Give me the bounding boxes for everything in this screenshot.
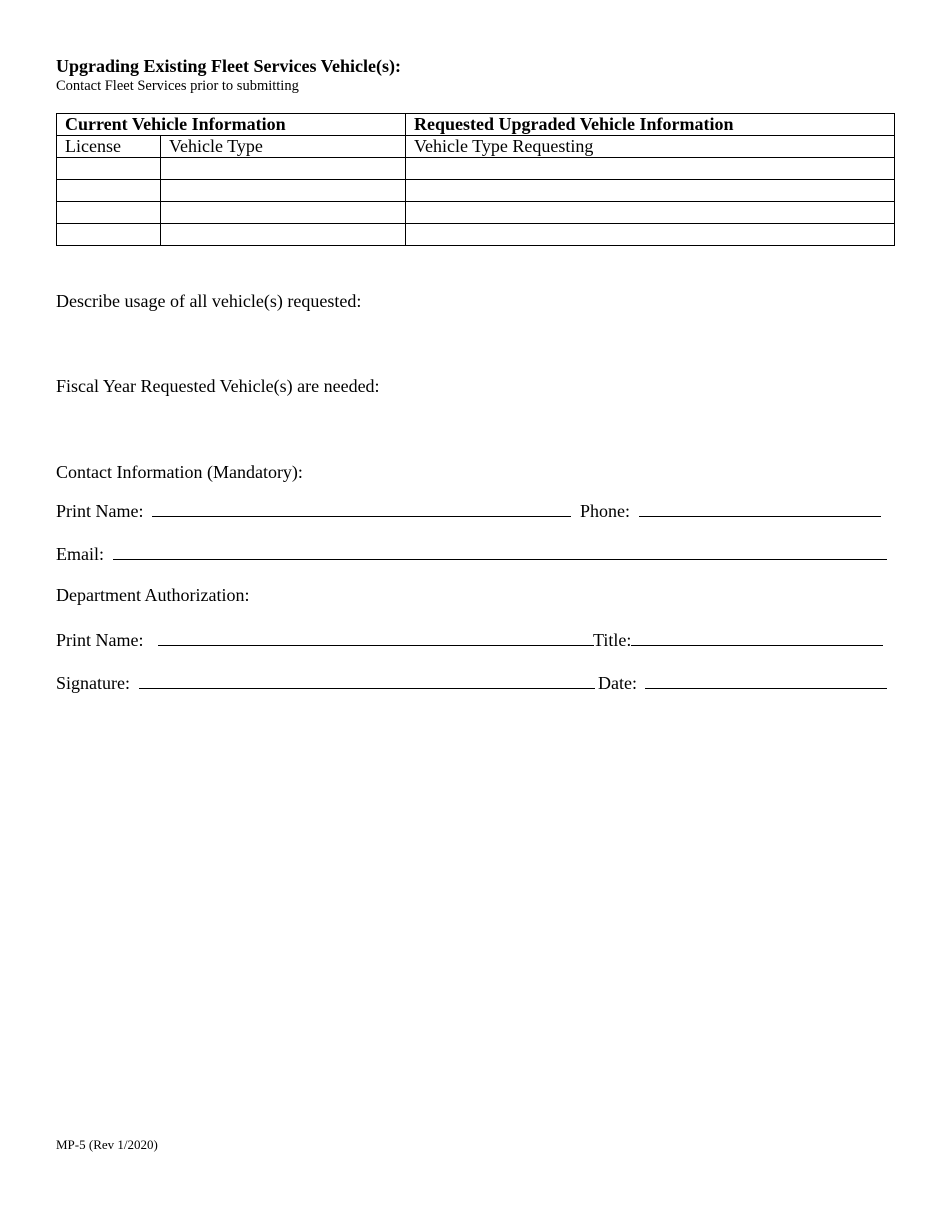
auth-date-row [598, 671, 887, 694]
table-row [57, 224, 895, 246]
column-header-vehicle-type-requesting: Vehicle Type Requesting [406, 136, 895, 158]
contact-phone-label: Phone: [580, 501, 631, 521]
license-cell[interactable] [57, 202, 161, 224]
usage-label: Describe usage of all vehicle(s) requested: [56, 291, 362, 311]
contact-email-row [56, 542, 887, 565]
column-header-license: License [57, 136, 161, 158]
license-cell[interactable] [57, 158, 161, 180]
table-row [57, 202, 895, 224]
vehicle-type-cell[interactable] [161, 158, 406, 180]
contact-email-label: Email: [56, 544, 104, 564]
contact-phone-field[interactable] [639, 499, 881, 517]
license-cell[interactable] [57, 180, 161, 202]
fiscal-year-label: Fiscal Year Requested Vehicle(s) are needed: [56, 376, 380, 396]
contact-print-name-label: Print Name: [56, 501, 144, 521]
form-subtitle: Contact Fleet Services prior to submitting [56, 78, 299, 94]
column-header-vehicle-type: Vehicle Type [161, 136, 406, 158]
authorization-heading: Department Authorization: [56, 585, 250, 605]
auth-date-field[interactable] [645, 671, 887, 689]
vehicle-type-cell[interactable] [161, 180, 406, 202]
auth-title-label: Title: [593, 630, 632, 650]
auth-date-label: Date: [598, 673, 637, 693]
contact-phone-row [580, 499, 881, 522]
vehicle-type-requesting-cell[interactable] [406, 224, 895, 246]
auth-print-name-field[interactable] [158, 628, 594, 646]
requested-vehicle-header: Requested Upgraded Vehicle Information [406, 114, 895, 136]
table-column-header-row [57, 136, 895, 158]
contact-print-name-row [56, 499, 571, 522]
auth-title-row [593, 628, 883, 651]
current-vehicle-header: Current Vehicle Information [57, 114, 406, 136]
table-row [57, 180, 895, 202]
contact-heading: Contact Information (Mandatory): [56, 462, 303, 482]
license-cell[interactable] [57, 224, 161, 246]
vehicle-type-cell[interactable] [161, 224, 406, 246]
auth-signature-row [56, 671, 595, 694]
form-title: Upgrading Existing Fleet Services Vehicle(s): [56, 56, 401, 76]
auth-print-name-row [56, 628, 594, 651]
vehicle-type-requesting-cell[interactable] [406, 180, 895, 202]
vehicle-type-requesting-cell[interactable] [406, 158, 895, 180]
contact-email-field[interactable] [113, 542, 887, 560]
form-id-footer: MP-5 (Rev 1/2020) [56, 1137, 158, 1152]
auth-print-name-label: Print Name: [56, 630, 144, 650]
auth-title-field[interactable] [631, 628, 883, 646]
table-group-header-row [57, 114, 895, 136]
auth-signature-label: Signature: [56, 673, 130, 693]
contact-print-name-field[interactable] [152, 499, 571, 517]
vehicle-type-requesting-cell[interactable] [406, 202, 895, 224]
vehicle-type-cell[interactable] [161, 202, 406, 224]
vehicle-table [56, 113, 895, 246]
auth-signature-field[interactable] [139, 671, 595, 689]
table-row [57, 158, 895, 180]
